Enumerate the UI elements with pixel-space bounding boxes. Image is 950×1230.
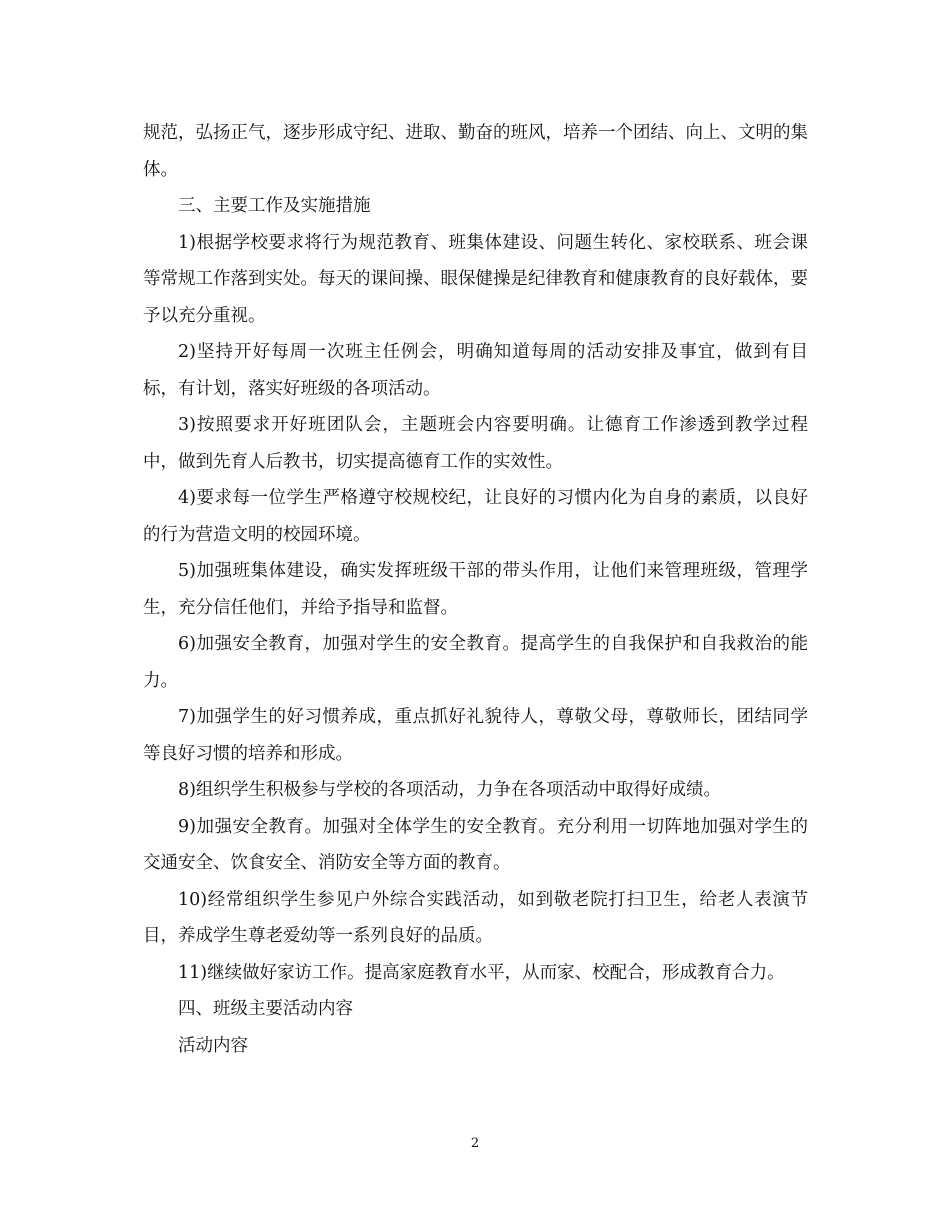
page-number: 2: [470, 1136, 480, 1151]
measure-item-6: 6)加强安全教育，加强对学生的安全教育。提高学生的自我保护和自我救治的能力。: [143, 634, 808, 691]
section-heading-3: 三、主要工作及实施措施: [178, 196, 371, 216]
activity-content-label: 活动内容: [178, 1035, 248, 1056]
paragraph-continuation: 规范，弘扬正气，逐步形成守纪、进取、勤奋的班风，培养一个团结、向上、文明的集体。: [143, 123, 808, 180]
measure-item-2: 2)坚持开好每周一次班主任例会，明确知道每周的活动安排及事宜，做到有目标，有计划，落实好班级的各项活动。: [143, 342, 808, 399]
section-heading-4: 四、班级主要活动内容: [178, 999, 353, 1019]
measure-item-11: 11)继续做好家访工作。提高家庭教育水平，从而家、校配合，形成教育合力。: [178, 962, 785, 983]
measure-item-3: 3)按照要求开好班团队会，主题班会内容要明确。让德育工作渗透到教学过程中，做到先育人后教书，切实提高德育工作的实效性。: [143, 415, 808, 472]
measure-item-10: 10)经常组织学生参见户外综合实践活动，如到敬老院打扫卫生，给老人表演节目，养成学生尊老爱幼等一系列良好的品质。: [143, 889, 808, 946]
measure-item-5: 5)加强班集体建设，确实发挥班级干部的带头作用，让他们来管理班级，管理学生，充分信任他们，并给予指导和监督。: [143, 561, 808, 618]
measure-item-4: 4)要求每一位学生严格遵守校规校纪，让良好的习惯内化为自身的素质，以良好的行为营造文明的校园环境。: [143, 488, 808, 545]
measure-item-8: 8)组织学生积极参与学校的各项活动，力争在各项活动中取得好成绩。: [178, 780, 721, 800]
measure-item-1: 1)根据学校要求将行为规范教育、班集体建设、问题生转化、家校联系、班会课等常规工作落到实处。每天的课间操、眼保健操是纪律教育和健康教育的良好载体，要予以充分重视。: [143, 232, 808, 326]
measure-item-9: 9)加强安全教育。加强对全体学生的安全教育。充分利用一切阵地加强对学生的交通安全、饮食安全、消防安全等方面的教育。: [143, 816, 808, 873]
measure-item-7: 7)加强学生的好习惯养成，重点抓好礼貌待人，尊敬父母，尊敬师长，团结同学等良好习惯的培养和形成。: [143, 707, 808, 764]
document-body: [143, 115, 808, 1064]
